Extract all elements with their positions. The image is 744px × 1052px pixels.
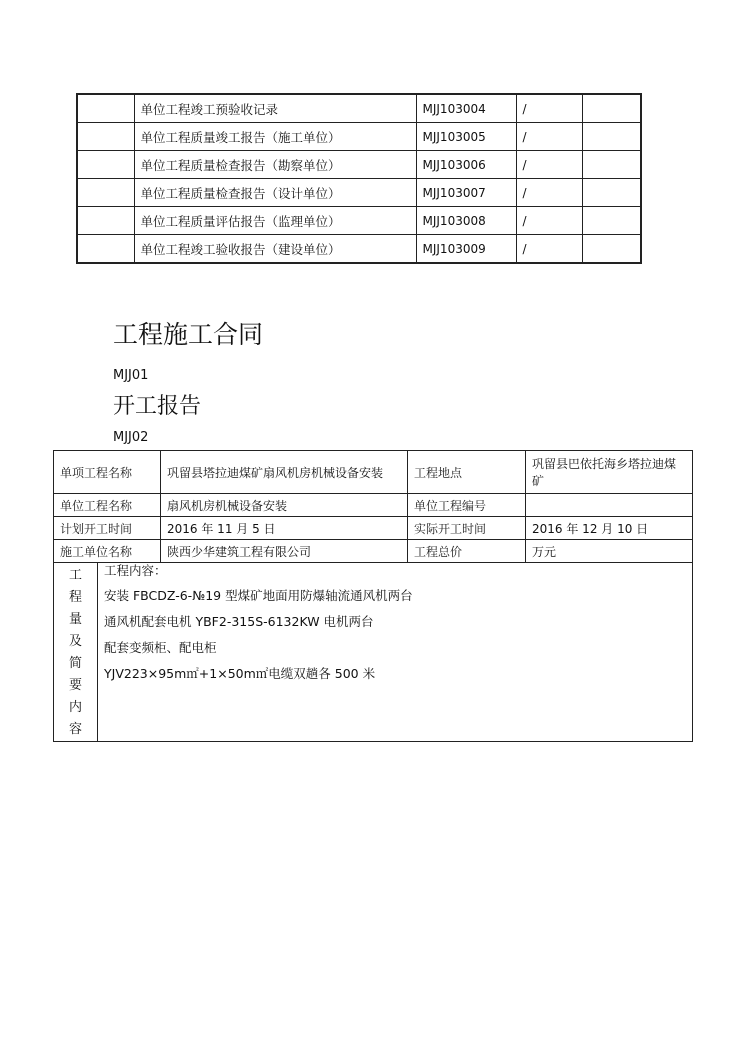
actual-start-label: 实际开工时间 (408, 517, 526, 540)
content-line: 安装 FBCDZ-6-№19 型煤矿地面用防爆轴流通风机两台 (104, 588, 413, 603)
table-row (77, 235, 641, 264)
document-code: MJJ103006 (416, 151, 516, 179)
document-code: MJJ103004 (416, 94, 516, 123)
document-name: 单位工程质量检查报告（设计单位） (134, 179, 416, 207)
table-row (77, 207, 641, 235)
document-code: MJJ103007 (416, 179, 516, 207)
table-row (77, 151, 641, 179)
planned-start-label: 计划开工时间 (54, 517, 161, 540)
document-code: MJJ103005 (416, 123, 516, 151)
table-row (54, 517, 693, 540)
table-row (54, 494, 693, 517)
document-mark: / (516, 151, 582, 179)
content-heading: 工程内容： (104, 563, 167, 578)
start-report-table (53, 450, 693, 742)
document-mark: / (516, 94, 582, 123)
content-vertical-label: 工 程 量 及 简 要 内 容 (54, 563, 98, 742)
table-row (54, 563, 693, 742)
table-row (77, 123, 641, 151)
start-report-code: MJJ02 (113, 430, 149, 445)
table-row (54, 540, 693, 563)
work-content (98, 563, 693, 742)
document-mark: / (516, 235, 582, 264)
document-mark: / (516, 123, 582, 151)
total-price-label: 工程总价 (408, 540, 526, 563)
unit-name-value: 扇风机房机械设备安装 (161, 494, 408, 517)
document-code: MJJ103009 (416, 235, 516, 264)
document-mark: / (516, 179, 582, 207)
table-row (54, 451, 693, 494)
total-price-value: 万元 (526, 540, 693, 563)
project-name-value: 巩留县塔拉迪煤矿扇风机房机械设备安装 (161, 451, 408, 494)
contract-code: MJJ01 (113, 368, 149, 383)
start-report-title: 开工报告 (113, 394, 202, 419)
actual-start-value: 2016 年 12 月 10 日 (526, 517, 693, 540)
document-code: MJJ103008 (416, 207, 516, 235)
project-location-value: 巩留县巴依托海乡塔拉迪煤矿 (526, 451, 693, 494)
contractor-label: 施工单位名称 (54, 540, 161, 563)
document-name: 单位工程竣工预验收记录 (134, 94, 416, 123)
content-line: 通风机配套电机 YBF2-315S-6132KW 电机两台 (104, 614, 374, 629)
document-name: 单位工程质量评估报告（监理单位） (134, 207, 416, 235)
document-name: 单位工程质量检查报告（勘察单位） (134, 151, 416, 179)
unit-name-label: 单位工程名称 (54, 494, 161, 517)
acceptance-document-table (76, 93, 642, 264)
planned-start-value: 2016 年 11 月 5 日 (161, 517, 408, 540)
project-location-label: 工程地点 (408, 451, 526, 494)
contract-title: 工程施工合同 (113, 320, 264, 349)
content-line: 配套变频柜、配电柜 (104, 640, 217, 655)
unit-number-value (526, 494, 693, 517)
contractor-value: 陕西少华建筑工程有限公司 (161, 540, 408, 563)
document-name: 单位工程竣工验收报告（建设单位） (134, 235, 416, 264)
project-name-label: 单项工程名称 (54, 451, 161, 494)
document-name: 单位工程质量竣工报告（施工单位） (134, 123, 416, 151)
document-mark: / (516, 207, 582, 235)
table-row (77, 179, 641, 207)
content-line: YJV223×95m㎡+1×50m㎡电缆双趟各 500 米 (104, 666, 376, 681)
unit-number-label: 单位工程编号 (408, 494, 526, 517)
table-row (77, 94, 641, 123)
